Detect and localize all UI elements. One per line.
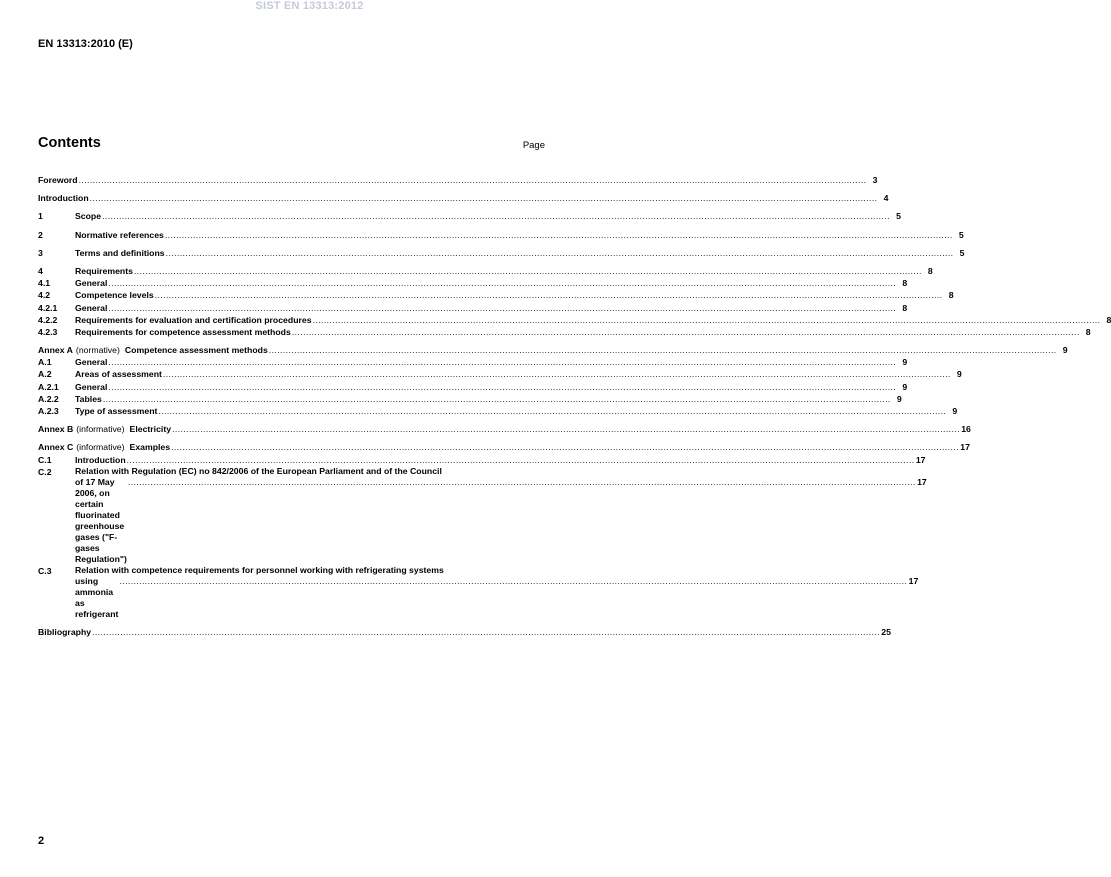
toc-page: 9: [902, 381, 908, 392]
dot-leader: [90, 192, 878, 204]
toc-annex-label: Annex B: [38, 424, 74, 435]
dot-leader: [128, 477, 916, 488]
dot-leader: [79, 174, 867, 186]
toc-page: 17: [917, 476, 927, 487]
dot-leader: [134, 265, 922, 277]
toc-annex-type: (informative): [76, 424, 125, 435]
toc-title-line-1: Relation with competence requirements for personnel working with refrigerating systems: [75, 564, 444, 575]
dot-leader: [102, 210, 890, 222]
toc-entry-introduction[interactable]: [38, 192, 889, 204]
toc-entry-c-2[interactable]: [38, 465, 927, 565]
toc-title: Scope: [75, 211, 102, 222]
toc-title: General: [75, 357, 108, 368]
dot-leader: [108, 381, 896, 393]
toc-number: A.1: [38, 357, 52, 368]
toc-page: 8: [948, 290, 954, 301]
toc-entry-annex-b[interactable]: [38, 423, 971, 435]
toc-entry-a-2-3[interactable]: [38, 405, 958, 417]
toc-entry-4-2[interactable]: [38, 289, 954, 301]
toc-page: 9: [902, 357, 908, 368]
dot-leader: [103, 393, 891, 405]
toc-page: 9: [1062, 345, 1068, 356]
toc-page: 16: [961, 424, 971, 435]
dot-leader: [155, 289, 943, 301]
toc-number: 4.2.2: [38, 314, 58, 325]
dot-leader: [313, 314, 1101, 326]
toc-entry-foreword[interactable]: [38, 174, 878, 186]
toc-annex-label: Annex A: [38, 345, 73, 356]
toc-number: A.2.1: [38, 381, 59, 392]
toc-title: Terms and definitions: [75, 247, 165, 258]
dot-leader: [163, 368, 951, 380]
dot-leader: [127, 454, 915, 466]
dot-leader: [171, 441, 959, 453]
toc-entry-4-1[interactable]: [38, 277, 908, 289]
toc-title: General: [75, 278, 108, 289]
toc-title: Examples: [129, 442, 171, 453]
toc-number: 4.1: [38, 278, 51, 289]
toc-page: 9: [956, 369, 962, 380]
toc-page: 17: [960, 442, 970, 453]
toc-entry-annex-a[interactable]: [38, 344, 1068, 356]
toc-number: C.2: [38, 466, 52, 477]
toc-entry-c-3[interactable]: [38, 564, 919, 620]
toc-number: A.2: [38, 369, 52, 380]
dot-leader: [92, 626, 880, 638]
page-title: Contents: [38, 135, 101, 151]
dot-leader: [108, 356, 896, 368]
document-id: EN 13313:2010 (E): [38, 38, 133, 50]
toc-page: 9: [896, 393, 902, 404]
toc-page: 5: [896, 211, 901, 222]
toc-title: Requirements: [75, 265, 133, 276]
toc-title: Introduction: [38, 193, 89, 204]
toc-entry-a-2-2[interactable]: [38, 393, 902, 405]
toc-title: Requirements for evaluation and certification procedures: [75, 314, 312, 325]
dot-leader: [269, 344, 1057, 356]
toc-entry-a-2-1[interactable]: [38, 381, 908, 393]
toc-title: Introduction: [75, 454, 126, 465]
table-of-contents: [38, 174, 1111, 638]
toc-entry-4-2-1[interactable]: [38, 302, 908, 314]
toc-page: 3: [872, 175, 878, 185]
toc-page: 17: [915, 454, 926, 465]
toc-number: 3: [38, 247, 43, 258]
toc-page: 5: [958, 229, 964, 240]
dot-leader: [158, 405, 946, 417]
toc-entry-scope[interactable]: [38, 210, 901, 222]
toc-title-line-2: using ammonia as refrigerant: [75, 575, 119, 619]
toc-number: 2: [38, 229, 43, 240]
toc-title: Type of assessment: [75, 406, 158, 416]
toc-number: 4.2.3: [38, 326, 58, 337]
toc-entry-bibliography[interactable]: [38, 626, 891, 638]
toc-number: C.1: [38, 454, 52, 465]
toc-title: Bibliography: [38, 626, 92, 637]
toc-title-line-2: of 17 May 2006, on certain fluorinated greenhouse gases ("F-gases Regulation"): [75, 476, 127, 564]
toc-title: General: [75, 302, 108, 313]
toc-number: 4: [38, 265, 43, 276]
toc-page: 9: [952, 406, 958, 416]
dot-leader: [172, 423, 960, 435]
dot-leader: [119, 576, 907, 587]
toc-number: 4.2: [38, 290, 51, 301]
toc-entry-c-1[interactable]: [38, 454, 926, 466]
toc-number: 4.2.1: [38, 302, 58, 313]
toc-title: Competence levels: [75, 290, 154, 301]
toc-title: Tables: [75, 393, 102, 404]
toc-entry-a-1[interactable]: [38, 356, 908, 368]
toc-entry-normative-references[interactable]: [38, 229, 964, 241]
toc-page: 4: [883, 193, 889, 204]
toc-title: Foreword: [38, 175, 78, 185]
toc-number: A.2.2: [38, 393, 59, 404]
toc-title: Areas of assessment: [75, 369, 162, 380]
toc-number: 1: [38, 211, 43, 222]
toc-page: 25: [881, 626, 891, 637]
toc-page: 8: [902, 302, 908, 313]
watermark: SIST EN 13313:2012: [255, 0, 364, 12]
toc-number: A.2.3: [38, 406, 59, 416]
dot-leader: [108, 277, 896, 289]
page-column-label: Page: [522, 140, 545, 151]
toc-annex-label: Annex C: [38, 442, 74, 453]
toc-annex-type: (informative): [76, 442, 125, 453]
toc-entry-4-2-3[interactable]: [38, 326, 1091, 338]
toc-title: General: [75, 381, 108, 392]
toc-entry-annex-c[interactable]: [38, 441, 970, 453]
toc-page: 8: [902, 278, 908, 289]
toc-entry-4-2-2[interactable]: [38, 314, 1111, 326]
toc-title: Competence assessment methods: [124, 345, 268, 356]
dot-leader: [292, 326, 1080, 338]
toc-entry-terms-and-definitions[interactable]: [38, 247, 965, 259]
toc-page: 8: [1106, 314, 1111, 325]
toc-page: 17: [908, 575, 919, 586]
dot-leader: [108, 302, 896, 314]
toc-annex-type: (normative): [75, 345, 120, 356]
toc-page: 8: [927, 265, 933, 276]
toc-entry-requirements[interactable]: [38, 265, 933, 277]
dot-leader: [165, 229, 953, 241]
page-number: 2: [38, 835, 45, 847]
dot-leader: [166, 247, 954, 259]
toc-title: Requirements for competence assessment methods: [75, 326, 291, 337]
toc-title: Electricity: [129, 424, 172, 435]
toc-number: C.3: [38, 565, 52, 576]
toc-entry-a-2[interactable]: [38, 368, 962, 380]
toc-title-line-1: Relation with Regulation (EC) no 842/2006 of the European Parliament and of the Council: [75, 465, 442, 476]
toc-title: Normative references: [75, 229, 164, 240]
toc-page: 5: [959, 247, 965, 258]
toc-page: 8: [1085, 326, 1091, 337]
